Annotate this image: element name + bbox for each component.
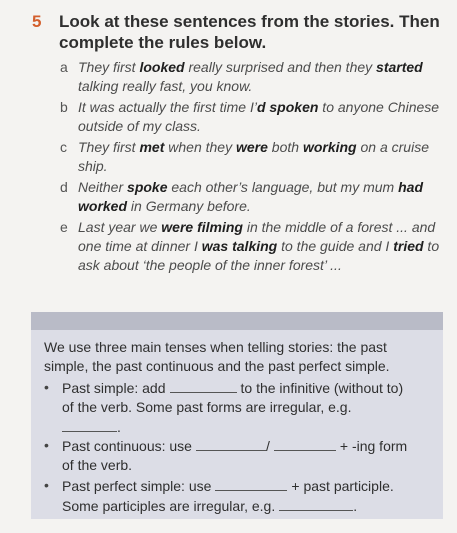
sentence-item-d xyxy=(60,178,445,216)
sentence-letter: a xyxy=(60,59,68,75)
exercise-instruction: Look at these sentences from the stories. Then complete the rules below. xyxy=(59,12,440,52)
past-perfect-rule xyxy=(43,476,433,516)
rule-fragment: . xyxy=(117,419,121,435)
sentence-item-e xyxy=(60,218,445,275)
answer-blank[interactable] xyxy=(170,378,237,393)
sentence-text xyxy=(78,138,440,176)
sentence-fragment: in the middle of a forest ... and one time at dinner I xyxy=(78,219,436,254)
answer-blank[interactable] xyxy=(215,476,287,491)
sentence-fragment: They first xyxy=(78,139,140,155)
verb-highlight: looked xyxy=(139,59,185,75)
example-sentences xyxy=(60,58,445,277)
sentence-fragment: each other’s language, but my mum xyxy=(167,179,399,195)
past-simple-rule xyxy=(43,378,433,437)
answer-blank[interactable] xyxy=(274,436,336,451)
sentence-item-c xyxy=(60,138,445,176)
sentence-fragment: They first xyxy=(78,59,140,75)
answer-blank[interactable] xyxy=(279,496,353,511)
verb-highlight: was talking xyxy=(201,238,278,254)
verb-highlight: started xyxy=(376,59,423,75)
sentence-fragment: to anyone Chinese outside of my class. xyxy=(78,99,440,134)
rules-intro: We use three main tenses when telling stories: the past simple, the past continuous and the past perfect simple. xyxy=(44,339,390,374)
rule-fragment: to the infinitive (without to) of the verb. Some past forms are irregular, e.g. xyxy=(62,380,404,415)
answer-blank[interactable] xyxy=(196,436,266,451)
rule-text xyxy=(62,378,412,437)
rule-text xyxy=(62,476,412,516)
exercise-number: 5 xyxy=(32,12,42,31)
sentence-text xyxy=(78,218,440,275)
sentence-fragment: when they xyxy=(164,139,236,155)
verb-highlight: tried xyxy=(393,238,424,254)
rule-fragment: + -ing form of the verb. xyxy=(62,438,408,473)
sentence-text xyxy=(78,98,440,136)
sentence-item-b xyxy=(60,98,445,136)
sentence-fragment: to ask about ‘the people of the inner forest’ ... xyxy=(78,238,440,273)
sentence-fragment: to the guide and I xyxy=(277,238,394,254)
rule-text xyxy=(62,436,412,475)
rule-fragment: . xyxy=(353,498,358,514)
bullet-icon: • xyxy=(44,437,49,453)
sentence-fragment: It was actually the first time I’ xyxy=(78,99,257,115)
sentence-letter: d xyxy=(60,179,68,195)
verb-highlight: were filming xyxy=(161,219,243,235)
verb-highlight: spoke xyxy=(127,179,168,195)
sentence-fragment: Last year we xyxy=(78,219,162,235)
verb-highlight: had worked xyxy=(78,179,424,214)
rule-fragment: Past perfect simple: use xyxy=(62,478,212,494)
sentence-item-a xyxy=(60,58,445,96)
verb-highlight: were xyxy=(235,139,268,155)
answer-blank[interactable] xyxy=(62,417,117,432)
rule-fragment: + past participle. Some participles are irregular, e.g. xyxy=(62,478,394,514)
sentence-letter: c xyxy=(60,139,67,155)
sentence-text xyxy=(78,178,440,216)
rule-fragment: Past simple: add xyxy=(62,380,166,396)
sentence-text xyxy=(78,58,440,96)
sentence-fragment: on a cruise ship. xyxy=(78,139,429,174)
verb-highlight: d spoken xyxy=(256,99,319,115)
rule-fragment: Past continuous: use xyxy=(62,438,192,454)
sentence-fragment: in Germany before. xyxy=(127,198,251,214)
verb-highlight: met xyxy=(139,139,165,155)
sentence-fragment: both xyxy=(267,139,303,155)
verb-highlight: working xyxy=(302,139,357,155)
grammar-rules-box xyxy=(31,312,443,519)
sentence-fragment: really surprised and then they xyxy=(184,59,377,75)
separator: / xyxy=(265,438,270,454)
bullet-icon: • xyxy=(44,379,49,395)
sentence-fragment: Neither xyxy=(78,179,128,195)
past-continuous-rule xyxy=(43,436,433,475)
sentence-letter: b xyxy=(60,99,68,115)
bullet-icon: • xyxy=(44,477,49,493)
sentence-fragment: talking really fast, you know. xyxy=(78,78,253,94)
sentence-letter: e xyxy=(60,219,68,235)
